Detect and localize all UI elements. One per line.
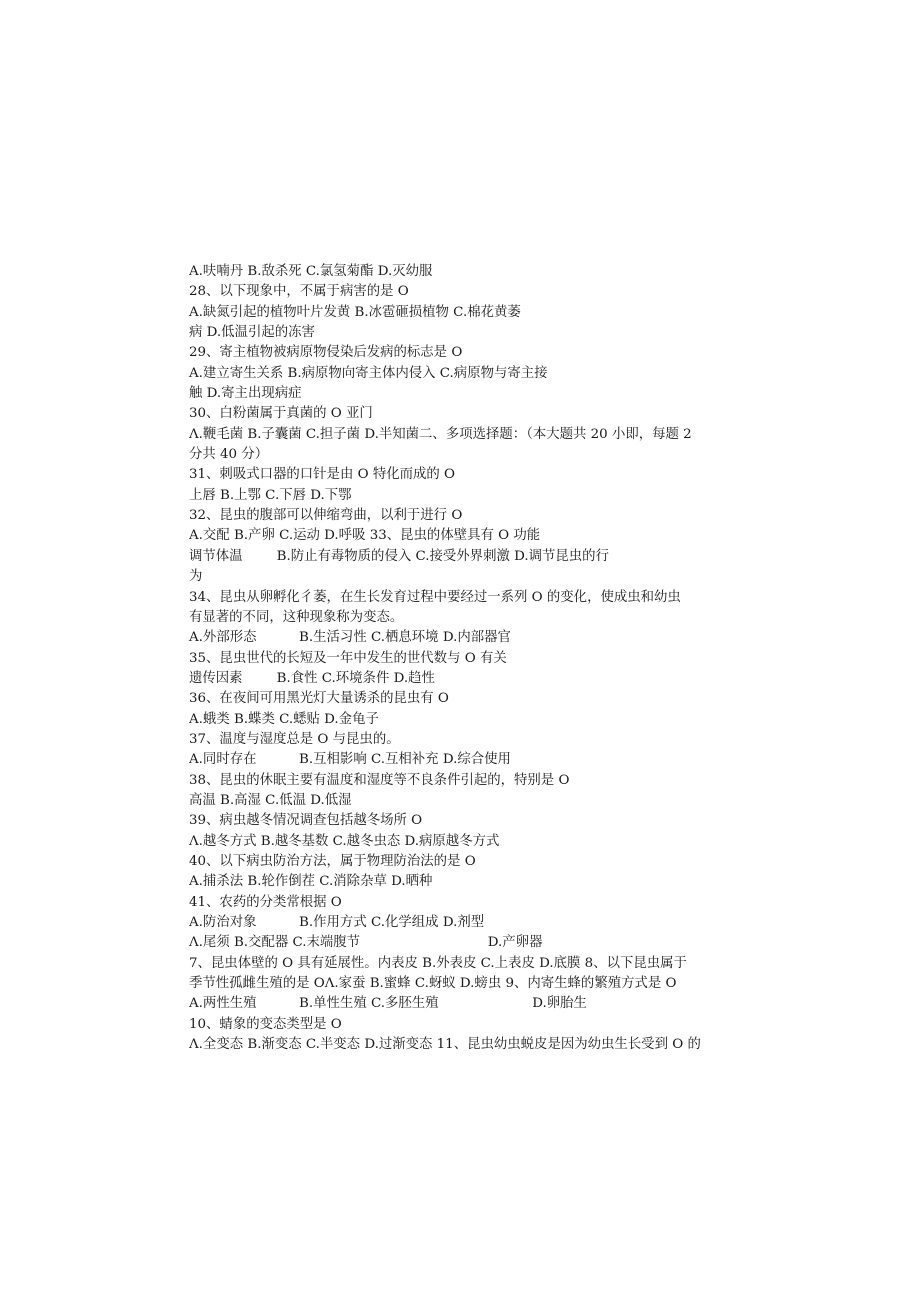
text-line: 上唇 B.上鄂 C.下唇 D.下鄂 <box>189 487 352 503</box>
text-line: 41、农药的分类常根据 O <box>189 894 342 910</box>
text-line: 40、以下病虫防治方法，属于物理防治法的是 O <box>189 853 476 869</box>
text-line: 36、在夜间可用黑光灯大量诱杀的昆虫有 O <box>189 691 449 707</box>
text-line: A.同时存在 B.互相影响 C.互相补充 D.综合使用 <box>189 752 511 768</box>
text-line: 31、刺吸式口器的口针是由 O 特化而成的 O <box>189 467 456 483</box>
text-line: 28、以下现象中，不属于病害的是 O <box>189 284 409 300</box>
text-line: A.缺氮引起的植物叶片发黄 B.冰雹砸损植物 C.棉花黄萎 <box>189 304 521 320</box>
text-line: A.捕杀法 B.轮作倒茬 C.消除杂草 D.晒种 <box>189 874 433 890</box>
text-line: 35、昆虫世代的长短及一年中发生的世代数与 O 有关 <box>189 650 507 666</box>
text-line: 38、昆虫的休眠主要有温度和湿度等不良条件引起的，特别是 O <box>189 772 570 788</box>
text-line: 为 <box>189 569 203 585</box>
text-line: Λ.全变态 B.渐变态 C.半变态 D.过渐变态 11、昆虫幼虫蜕皮是因为幼虫生长受到 O 的 <box>189 1037 701 1053</box>
text-line: A.交配 B.产卵 C.运动 D.呼吸 33、昆虫的体壁具有 O 功能 <box>189 528 541 544</box>
text-line: 29、寄主植物被病原物侵染后发病的标志是 O <box>189 345 463 361</box>
text-line: 34、昆虫从卵孵化彳萎，在生长发育过程中要经过一系列 O 的变化，使成虫和幼虫 <box>189 589 681 605</box>
text-line: A.防治对象 B.作用方式 C.化学组成 D.剂型 <box>189 915 485 930</box>
text-line: 7、昆虫体壁的 O 具有延展性。内表皮 B.外表皮 C.上表皮 D.底膜 8、以下昆虫属于 <box>189 955 687 971</box>
text-line: 有显著的不同，这种现象称为变态。 <box>189 609 404 625</box>
text-line: A.外部形态 B.生活习性 C.栖息环境 D.内部器官 <box>189 630 511 646</box>
question-text-block <box>189 262 749 1055</box>
text-line: A.两性生殖 B.单性生殖 C.多胚生殖 D.卵胎生 <box>189 996 587 1012</box>
text-line: 分共 40 分） <box>189 447 269 463</box>
text-line: A.呋喃丹 B.敌杀死 C.氯氢菊酯 D.灭幼服 <box>189 264 433 279</box>
text-line: 高温 B.高湿 C.低温 D.低湿 <box>189 792 352 808</box>
text-line: 遗传因素 B.食性 C.环境条件 D.趋性 <box>189 670 435 686</box>
text-line: 37、温度与湿度总是 O 与昆虫的。 <box>189 731 400 747</box>
text-line: A.蛾类 B.蝶类 C.蟋贴 D.金龟子 <box>189 711 379 727</box>
text-line: Λ.鞭毛菌 B.子囊菌 C.担子菌 D.半知菌二、多项选择题：（本大题共 20 小即，每题 2 <box>189 426 692 442</box>
text-line: 39、病虫越冬情况调查包括越冬场所 O <box>189 813 423 829</box>
text-line: 10、蜻象的变态类型是 O <box>189 1016 342 1032</box>
text-line: 季节性孤雌生殖的是 OΛ.家蚕 B.蜜蜂 C.蚜蚁 D.螃虫 9、内寄生蜂的繁殖方式是 O <box>189 976 677 992</box>
text-line: 病 D.低温引起的冻害 <box>189 325 315 341</box>
text-line: 触 D.寄主出现病症 <box>189 386 302 402</box>
text-line: Λ.越冬方式 B.越冬基数 C.越冬虫态 D.病原越冬方式 <box>189 833 500 849</box>
text-line: 32、昆虫的腹部可以伸缩弯曲，以利于进行 O <box>189 508 463 524</box>
text-line: A.建立寄生关系 B.病原物向寄主体内侵入 C.病原物与寄主接 <box>189 365 548 381</box>
text-line: Λ.尾须 B.交配器 C.末端腹节 D.产卵器 <box>189 935 543 951</box>
text-line: 30、白粉菌属于真菌的 O 亚门 <box>189 406 373 422</box>
text-line: 调节体温 B.防止有毒物质的侵入 C.接受外界刺激 D.调节昆虫的行 <box>189 548 609 564</box>
